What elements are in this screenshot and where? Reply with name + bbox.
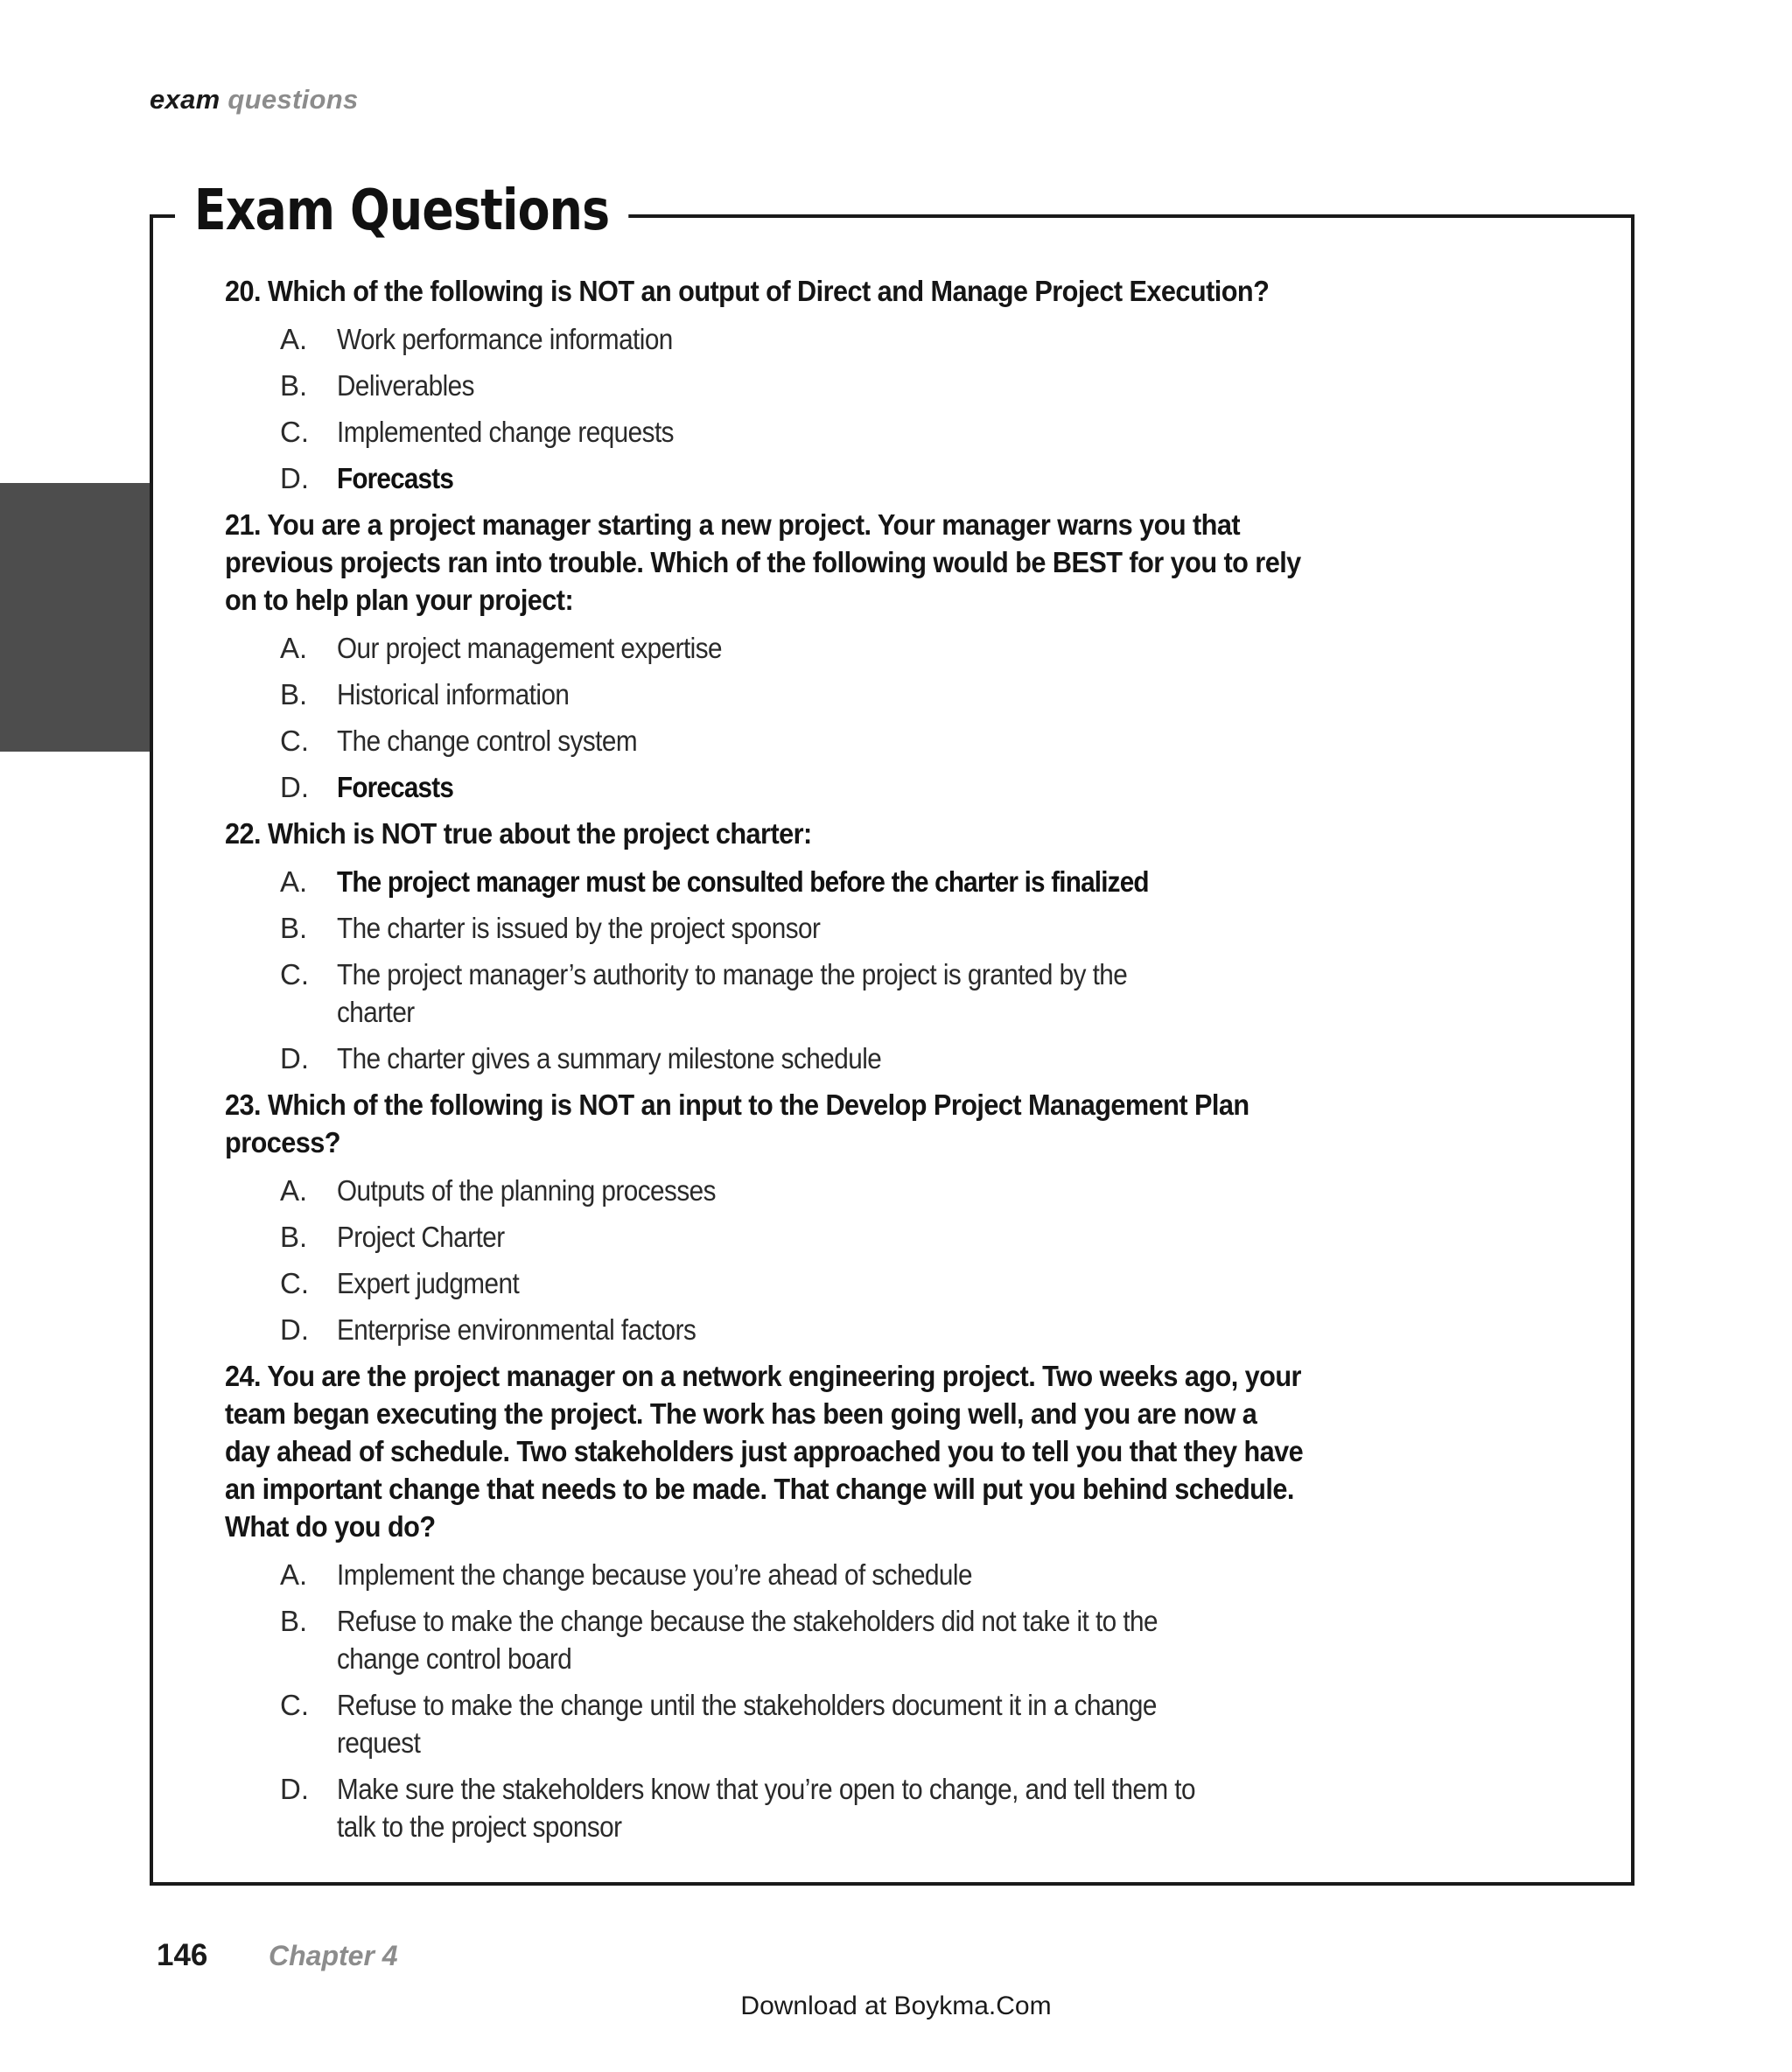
option-text: Our project management expertise bbox=[337, 632, 723, 664]
option-letter: A. bbox=[280, 1558, 308, 1591]
option-text: Outputs of the planning processes bbox=[337, 1174, 716, 1207]
question-24 bbox=[225, 1357, 1310, 1845]
option-text: Forecasts bbox=[337, 462, 454, 494]
answer-option bbox=[225, 367, 1310, 404]
question-stem: 23. Which of the following is NOT an input to the Develop Project Management Plan process? bbox=[225, 1088, 1250, 1158]
option-text: Refuse to make the change because the stakeholders did not take it to the change control board bbox=[337, 1605, 1158, 1675]
option-letter: D. bbox=[280, 771, 309, 803]
option-letter: A. bbox=[280, 632, 308, 664]
page-folio bbox=[157, 1938, 398, 1973]
option-text: The charter is issued by the project sponsor bbox=[337, 912, 821, 944]
chapter-label: Chapter 4 bbox=[269, 1940, 398, 1971]
option-text: Project Charter bbox=[337, 1221, 505, 1253]
answer-option bbox=[225, 1264, 1310, 1302]
answer-options bbox=[225, 863, 1310, 1077]
running-head-main: exam bbox=[150, 84, 220, 115]
option-letter: C. bbox=[280, 1689, 309, 1721]
answer-option bbox=[225, 722, 1310, 760]
option-letter: D. bbox=[280, 1313, 309, 1346]
option-text: Forecasts bbox=[337, 771, 454, 803]
answer-option bbox=[225, 413, 1310, 451]
option-letter: A. bbox=[280, 1174, 308, 1207]
option-letter: B. bbox=[280, 678, 308, 710]
answer-option bbox=[225, 1556, 1310, 1593]
answer-option bbox=[225, 629, 1310, 667]
option-letter: D. bbox=[280, 1042, 309, 1074]
download-note: Download at Boykma.Com bbox=[740, 1992, 1052, 2020]
option-letter: C. bbox=[280, 958, 309, 990]
option-text: Implement the change because you’re ahead of schedule bbox=[337, 1558, 972, 1591]
option-letter: A. bbox=[280, 865, 308, 898]
answer-options bbox=[225, 320, 1310, 497]
option-text: The project manager’s authority to manage the project is granted by the charter bbox=[337, 958, 1128, 1028]
section-title: Exam Questions bbox=[175, 169, 628, 253]
question-21 bbox=[225, 506, 1310, 806]
question-stem: 21. You are a project manager starting a new project. Your manager warns you that previous projects ran into trouble. Which of the following would be BEST for you to rely on to help plan your project: bbox=[225, 508, 1301, 616]
option-text: The change control system bbox=[337, 724, 638, 757]
answer-options bbox=[225, 1556, 1310, 1845]
answer-option bbox=[225, 1602, 1310, 1677]
question-stem: 22. Which is NOT true about the project charter: bbox=[225, 817, 812, 850]
chapter-thumb-tab bbox=[0, 483, 150, 752]
answer-option bbox=[225, 1172, 1310, 1209]
question-stem: 20. Which of the following is NOT an output of Direct and Manage Project Execution? bbox=[225, 275, 1270, 307]
answer-option bbox=[225, 676, 1310, 713]
option-letter: D. bbox=[280, 1773, 309, 1805]
answer-option bbox=[225, 320, 1310, 358]
answer-option bbox=[225, 1770, 1310, 1845]
running-head bbox=[150, 84, 359, 116]
option-text: The charter gives a summary milestone schedule bbox=[337, 1042, 882, 1074]
option-text: Enterprise environmental factors bbox=[337, 1313, 696, 1346]
option-text: Historical information bbox=[337, 678, 570, 710]
option-letter: C. bbox=[280, 724, 309, 757]
answer-option bbox=[225, 863, 1310, 900]
option-text: Refuse to make the change until the stakeholders document it in a change request bbox=[337, 1689, 1157, 1759]
option-text: Deliverables bbox=[337, 369, 474, 402]
option-letter: B. bbox=[280, 1221, 308, 1253]
option-letter: B. bbox=[280, 912, 308, 944]
question-list bbox=[225, 272, 1310, 1854]
running-head-sub: questions bbox=[228, 84, 359, 115]
answer-option bbox=[225, 1040, 1310, 1077]
answer-option bbox=[225, 1218, 1310, 1256]
answer-option bbox=[225, 1686, 1310, 1761]
option-letter: C. bbox=[280, 1267, 309, 1299]
option-letter: B. bbox=[280, 1605, 308, 1637]
option-text: Work performance information bbox=[337, 323, 673, 355]
option-text: The project manager must be consulted before the charter is finalized bbox=[337, 865, 1149, 898]
answer-option bbox=[225, 1311, 1310, 1348]
option-letter: A. bbox=[280, 323, 308, 355]
question-20 bbox=[225, 272, 1310, 497]
answer-option bbox=[225, 909, 1310, 947]
option-text: Implemented change requests bbox=[337, 416, 674, 448]
question-stem: 24. You are the project manager on a network engineering project. Two weeks ago, your team began executing the project. The work has been going well, and you are now a day ahead of schedule. Two stakeholders just approached you to tell you that they have an important change that needs to be made. That change will put you behind schedule. What do you do? bbox=[225, 1360, 1304, 1543]
answer-option bbox=[225, 768, 1310, 806]
answer-options bbox=[225, 629, 1310, 806]
answer-options bbox=[225, 1172, 1310, 1348]
answer-option bbox=[225, 459, 1310, 497]
question-22 bbox=[225, 815, 1310, 1077]
option-text: Make sure the stakeholders know that you’re open to change, and tell them to talk to the project sponsor bbox=[337, 1773, 1195, 1843]
question-23 bbox=[225, 1086, 1310, 1348]
page-number: 146 bbox=[157, 1938, 208, 1972]
option-letter: B. bbox=[280, 369, 308, 402]
option-letter: D. bbox=[280, 462, 309, 494]
option-text: Expert judgment bbox=[337, 1267, 520, 1299]
answer-option bbox=[225, 956, 1310, 1031]
option-letter: C. bbox=[280, 416, 309, 448]
